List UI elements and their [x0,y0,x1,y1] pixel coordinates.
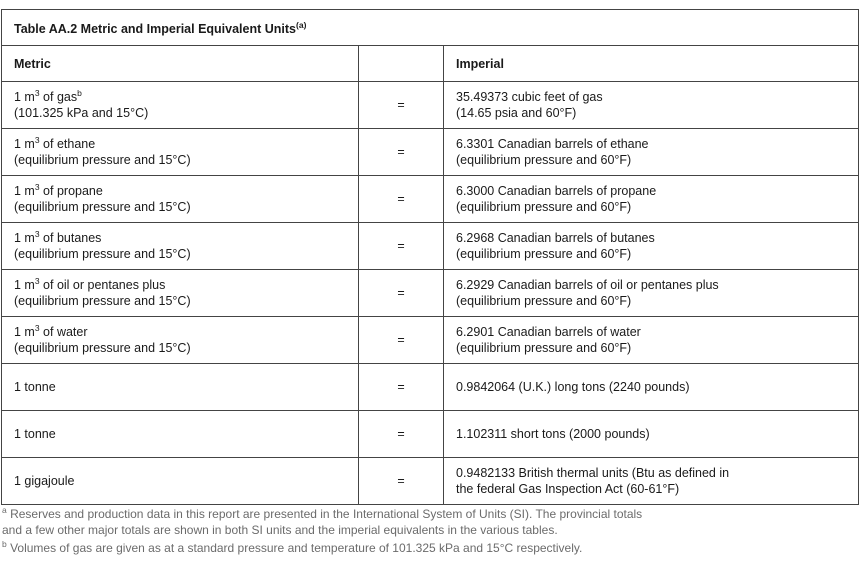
metric-cell [2,176,359,223]
imperial-value: 6.2929 Canadian barrels of oil or pentanes plus [456,278,719,292]
imperial-condition: (equilibrium pressure and 60°F) [456,294,632,308]
table-row [2,129,859,176]
units-table [1,9,859,505]
imperial-cell [444,458,859,505]
imperial-cell [444,411,859,458]
metric-substance: of butanes [39,231,102,245]
equals-sign: = [397,427,405,441]
table-row [2,176,859,223]
equals-cell [359,176,444,223]
table-row [2,458,859,505]
metric-substance: of ethane [39,137,96,151]
imperial-value: 35.49373 cubic feet of gas [456,90,603,104]
equals-sign: = [397,380,405,394]
table-row [2,364,859,411]
metric-quantity: 1 m [14,231,35,245]
imperial-cell [444,223,859,270]
table-title-row [2,10,859,46]
table-title-text: Table AA.2 Metric and Imperial Equivalent Units [14,22,297,37]
table-row [2,82,859,129]
metric-quantity: 1 m [14,137,35,151]
table-row [2,317,859,364]
equals-sign: = [397,145,405,159]
footnote [2,506,852,538]
imperial-value: 0.9482133 British thermal units (Btu as defined in [456,466,730,480]
metric-exponent: 3 [34,323,40,333]
equals-cell [359,223,444,270]
metric-line-1 [14,183,346,199]
table-title [2,10,859,46]
imperial-condition: (equilibrium pressure and 60°F) [456,341,632,355]
metric-exponent: 3 [34,182,40,192]
equals-cell [359,129,444,176]
metric-footnote-ref: b [77,88,82,98]
metric-exponent: 3 [34,135,40,145]
equals-cell [359,411,444,458]
footnote-line-1 [2,506,852,522]
footnotes [2,506,852,558]
header-imperial: Imperial [444,46,859,82]
metric-substance: of propane [39,184,103,198]
metric-line-1 [14,136,346,152]
metric-quantity: 1 m [14,90,35,104]
header-metric: Metric [2,46,359,82]
imperial-condition: the federal Gas Inspection Act (60-61°F) [456,482,680,496]
metric-quantity: 1 m [14,184,35,198]
imperial-value: 1.102311 short tons (2000 pounds) [456,427,650,441]
table-row [2,270,859,317]
metric-cell [2,223,359,270]
imperial-value: 0.9842064 (U.K.) long tons (2240 pounds) [456,380,690,394]
metric-line-1 [14,426,346,442]
equals-cell [359,270,444,317]
metric-condition: (equilibrium pressure and 15°C) [14,294,191,308]
metric-cell [2,458,359,505]
table-header-row [2,46,859,82]
metric-quantity: 1 m [14,325,35,339]
metric-cell [2,364,359,411]
imperial-cell [444,270,859,317]
metric-cell [2,129,359,176]
metric-condition: (equilibrium pressure and 15°C) [14,341,191,355]
metric-cell [2,82,359,129]
metric-exponent: 3 [34,276,40,286]
metric-cell [2,270,359,317]
imperial-value: 6.2968 Canadian barrels of butanes [456,231,655,245]
metric-line-1 [14,89,346,105]
metric-quantity: 1 tonne [14,427,56,441]
imperial-value: 6.3301 Canadian barrels of ethane [456,137,649,151]
imperial-condition: (14.65 psia and 60°F) [456,106,577,120]
imperial-cell [444,129,859,176]
equals-sign: = [397,98,405,112]
metric-condition: (equilibrium pressure and 15°C) [14,153,191,167]
equals-sign: = [397,239,405,253]
metric-line-1 [14,324,346,340]
table-row [2,411,859,458]
imperial-condition: (equilibrium pressure and 60°F) [456,247,632,261]
metric-condition: (equilibrium pressure and 15°C) [14,200,191,214]
footnote-text: Volumes of gas are given as at a standard pressure and temperature of 101.325 kPa and 15°C respectively. [6,541,583,555]
imperial-value: 6.3000 Canadian barrels of propane [456,184,657,198]
footnote [2,540,852,556]
metric-quantity: 1 m [14,278,35,292]
equals-cell [359,82,444,129]
equals-sign: = [397,286,405,300]
metric-substance: of gas [39,90,78,104]
metric-line-1 [14,230,346,246]
equals-cell [359,364,444,411]
metric-line-1 [14,379,346,395]
metric-substance: of oil or pentanes plus [39,278,166,292]
metric-quantity: 1 tonne [14,380,56,394]
equals-cell [359,317,444,364]
metric-line-1 [14,473,346,489]
metric-quantity: 1 gigajoule [14,474,75,488]
metric-exponent: 3 [34,88,40,98]
imperial-value: 6.2901 Canadian barrels of water [456,325,641,339]
table-title-note: (a) [296,20,307,31]
footnote-text: Reserves and production data in this report are presented in the International System of Units (SI). The provincial totals [6,507,643,521]
equals-sign: = [397,333,405,347]
imperial-condition: (equilibrium pressure and 60°F) [456,200,632,214]
metric-line-1 [14,277,346,293]
metric-cell [2,411,359,458]
footnote-mark: b [2,539,7,549]
table-row [2,223,859,270]
footnote-line-1 [2,540,852,556]
imperial-cell [444,176,859,223]
footnote-mark: a [2,505,7,515]
metric-cell [2,317,359,364]
imperial-cell [444,82,859,129]
imperial-cell [444,364,859,411]
equals-cell [359,458,444,505]
imperial-condition: (equilibrium pressure and 60°F) [456,153,632,167]
metric-exponent: 3 [34,229,40,239]
equals-sign: = [397,474,405,488]
header-blank [359,46,444,82]
metric-substance: of water [39,325,88,339]
imperial-cell [444,317,859,364]
equals-sign: = [397,192,405,206]
metric-condition: (101.325 kPa and 15°C) [14,106,149,120]
metric-condition: (equilibrium pressure and 15°C) [14,247,191,261]
footnote-line-2: and a few other major totals are shown in both SI units and the imperial equivalents in the various tables. [2,523,558,537]
